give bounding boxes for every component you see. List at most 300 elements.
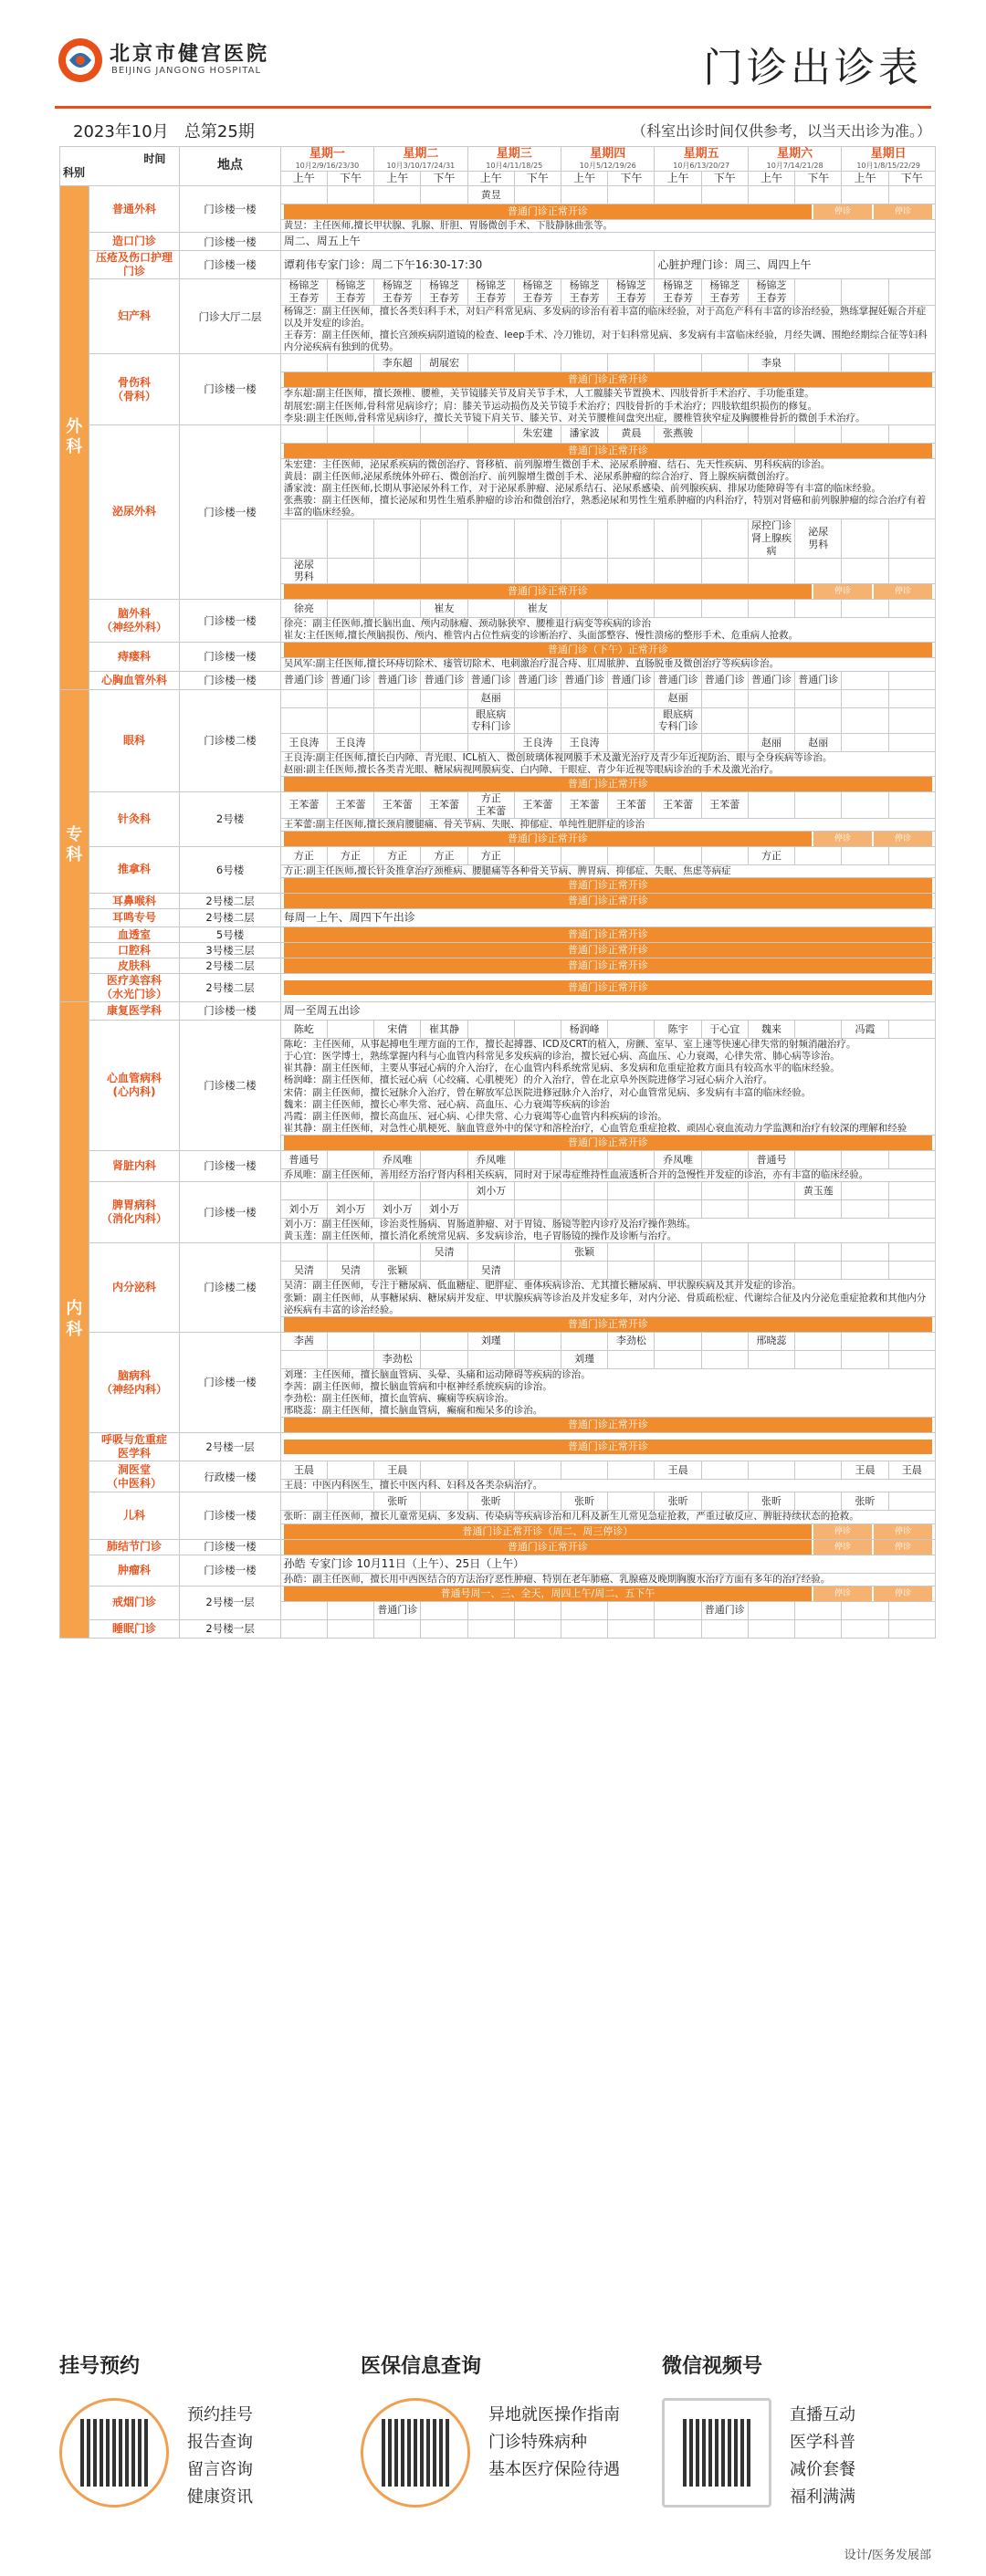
schedule-slot: 王苯蕾 — [561, 792, 608, 819]
am-header: 上午 — [842, 172, 888, 186]
schedule-slot — [467, 354, 514, 372]
schedule-slot — [374, 519, 421, 558]
text-row — [60, 1002, 936, 1021]
schedule-slot: 刘小万 — [374, 1200, 421, 1219]
status-bar-label: 普通门诊正常开诊 — [284, 832, 812, 846]
schedule-slot: 张昕 — [842, 1492, 888, 1511]
status-bar-cell — [280, 958, 935, 974]
schedule-slot — [374, 424, 421, 443]
location-derm: 2号楼二层 — [180, 958, 280, 974]
schedule-text: 周一至周五出诊 — [280, 1002, 935, 1021]
am-header: 上午 — [655, 172, 701, 186]
schedule-text: 周二、周五上午 — [280, 233, 935, 251]
status-bar-row — [60, 958, 936, 974]
schedule-slot: 杨锦芝 王春芳 — [280, 279, 327, 306]
schedule-slot — [795, 689, 842, 707]
schedule-row — [60, 600, 936, 618]
doctor-description: 孙皓：副主任医师，擅长用中西医结合的方法治疗恶性肿瘤、特别在老年肺癌、乳腺癌及晚期胸腹水治疗方面有多年的治疗经验。 — [280, 1573, 935, 1586]
schedule-slot: 方正 — [421, 846, 467, 864]
schedule-slot: 张昕 — [748, 1492, 794, 1511]
status-bar-cell — [280, 777, 935, 792]
location-acu: 2号楼 — [180, 792, 280, 847]
schedule-slot — [795, 600, 842, 618]
schedule-slot — [561, 600, 608, 618]
schedule-slot — [842, 1182, 888, 1200]
schedule-slot — [280, 1619, 327, 1638]
doctor-description: 吴清：副主任医师，专注于糖尿病、低血糖症、肥胖症、垂体疾病诊治、尤其擅长糖尿病、甲状腺疾病及其并发症的诊治。 张颖：副主任医师，从事糖尿病、糖尿病并发症、甲状腺疾病等诊治及并发症多年，对内分泌、骨质疏松症、代谢综合征及内分泌危重症抢救和其他内分泌疾病有丰富的诊治经验。 — [280, 1280, 935, 1316]
status-bar-label: 普通号周一、三、全天，周四上午/周二、五下午 — [284, 1586, 812, 1601]
schedule-slot — [561, 1200, 608, 1219]
location-eye: 门诊楼二楼 — [180, 689, 280, 792]
schedule-slot — [514, 1262, 561, 1280]
schedule-slot — [795, 1151, 842, 1169]
status-bar-label: 普通门诊正常开诊 — [284, 980, 932, 995]
schedule-slot — [608, 1200, 655, 1219]
register-qr-code[interactable] — [59, 2398, 169, 2508]
schedule-slot — [888, 1200, 935, 1219]
status-bar — [284, 584, 932, 599]
schedule-slot — [842, 1200, 888, 1219]
schedule-slot — [748, 689, 794, 707]
doctor-description: 刘瑾：主任医师，擅长脑血管病、头晕、头痛和运动障碍等疾病的诊治。 李茜：副主任医师，擅长脑血管病和中枢神经系统疾病的诊治。 李劲松：副主任医师，擅长血管病、癫痫等疾病诊治。 邢晓蕊：副主任医师，擅长脑血管病，癫痫和痴呆多的诊治。 — [280, 1368, 935, 1418]
schedule-slot — [514, 1350, 561, 1368]
status-bar-cell — [280, 443, 935, 458]
schedule-slot — [467, 424, 514, 443]
schedule-slot: 刘小万 — [280, 1200, 327, 1219]
footer-item: 留言咨询 — [187, 2460, 253, 2479]
schedule-slot — [280, 1601, 327, 1619]
schedule-row — [60, 1461, 936, 1480]
schedule-slot — [842, 1619, 888, 1638]
dept-smoke: 戒烟门诊 — [89, 1586, 180, 1619]
schedule-slot — [280, 707, 327, 734]
status-bar-label: 普通门诊正常开诊（周二、周三停诊） — [284, 1524, 812, 1539]
footer — [59, 2351, 936, 2560]
schedule-slot: 陈屹 — [280, 1021, 327, 1039]
status-bar-label: 普通门诊正常开诊 — [284, 878, 932, 893]
schedule-slot: 方正 — [467, 846, 514, 864]
schedule-slot — [701, 1332, 748, 1350]
schedule-slot — [655, 734, 701, 752]
schedule-slot — [467, 1461, 514, 1480]
header-day-row — [60, 147, 936, 172]
status-bar — [284, 1540, 932, 1555]
schedule-slot — [888, 1262, 935, 1280]
doctor-description: 刘小万：副主任医师，诊治炎性肠病、胃肠道肿瘤、对于胃镜、肠镜等腔内诊疗及治疗操作熟练。 黄玉莲：副主任医师，擅长消化系统常见病、多发病诊治，电子胃肠镜的操作及诊断与治疗。 — [280, 1219, 935, 1243]
schedule-slot: 普通门诊 — [795, 671, 842, 689]
status-bar — [284, 1317, 932, 1332]
footer-item: 预约挂号 — [187, 2405, 253, 2424]
schedule-slot — [748, 600, 794, 618]
status-bar — [284, 1440, 932, 1454]
schedule-slot — [748, 707, 794, 734]
schedule-slot — [888, 1243, 935, 1262]
schedule-slot — [608, 707, 655, 734]
location-gyn: 门诊大厅二层 — [180, 279, 280, 354]
schedule-slot — [701, 600, 748, 618]
dept-blood: 血透室 — [89, 927, 180, 943]
schedule-slot: 黄昱 — [467, 186, 514, 204]
footer-item: 直播互动 — [790, 2405, 855, 2424]
stop-badge: 停诊 — [872, 204, 932, 219]
schedule-slot — [374, 186, 421, 204]
schedule-row — [60, 1619, 936, 1638]
schedule-slot — [514, 1332, 561, 1350]
schedule-slot — [842, 792, 888, 819]
schedule-slot: 王苯蕾 — [655, 792, 701, 819]
schedule-slot — [795, 1492, 842, 1511]
schedule-slot: 吴清 — [327, 1262, 373, 1280]
schedule-slot — [374, 1332, 421, 1350]
schedule-slot — [327, 1461, 373, 1480]
schedule-slot: 宋倩 — [374, 1021, 421, 1039]
status-bar-row — [60, 974, 936, 1002]
day-name: 星期六 — [777, 147, 813, 161]
schedule-slot: 杨锦芝 王春芳 — [514, 279, 561, 306]
schedule-slot — [795, 1619, 842, 1638]
schedule-slot — [655, 354, 701, 372]
schedule-slot — [421, 424, 467, 443]
status-bar-label: 普通门诊正常开诊 — [284, 1317, 932, 1332]
text-row — [60, 251, 936, 279]
status-bar-cell — [280, 1136, 935, 1151]
schedule-slot: 吴清 — [280, 1262, 327, 1280]
schedule-slot — [561, 1601, 608, 1619]
schedule-slot — [514, 846, 561, 864]
schedule-slot — [888, 1601, 935, 1619]
schedule-row — [60, 1182, 936, 1200]
doctor-description: 王苯蕾:副主任医师,擅长颈肩腰腿痛、骨关节病、失眠、抑郁症、单纯性肥胖症的诊治 — [280, 818, 935, 831]
schedule-slot: 普通号 — [280, 1151, 327, 1169]
schedule-slot — [888, 1182, 935, 1200]
schedule-slot: 普通门诊 — [374, 671, 421, 689]
schedule-slot — [888, 279, 935, 306]
dept-sleep: 睡眠门诊 — [89, 1619, 180, 1638]
schedule-slot: 潘家波 — [561, 424, 608, 443]
schedule-slot — [795, 1350, 842, 1368]
schedule-slot — [608, 1350, 655, 1368]
schedule-slot: 王良涛 — [561, 734, 608, 752]
schedule-slot — [467, 600, 514, 618]
doctor-description: 杨锦芝：副主任医师，擅长各类妇科手术，对妇产科常见病、多发病的诊治有着丰富的临床经验，对于高危产科有丰富的诊治经验，熟练掌握妊娠合并症以及并发症的诊治。 王春芳：副主任医师，擅长宫颈疾病阴道镜的检查、leep手术、冷刀锥切，对于妇科常见病、多发病有丰富临床经验，月经失调、围绝经期综合征等妇科内分泌疾病有独到的优势。 — [280, 305, 935, 354]
schedule-slot — [701, 558, 748, 584]
day-dates: 10月4/11/18/25 — [486, 162, 543, 171]
status-bar-label: 普通门诊正常开诊 — [284, 372, 932, 387]
schedule-slot — [888, 424, 935, 443]
time-label: 时间 — [143, 152, 166, 166]
location-endo: 门诊楼二楼 — [180, 1243, 280, 1332]
schedule-slot — [608, 558, 655, 584]
schedule-slot — [608, 519, 655, 558]
location-cardio: 门诊楼二楼 — [180, 1021, 280, 1151]
schedule-slot — [561, 1262, 608, 1280]
schedule-slot — [701, 424, 748, 443]
location-wound: 门诊楼一楼 — [180, 251, 280, 279]
schedule-slot — [701, 186, 748, 204]
schedule-slot: 乔凤唯 — [467, 1151, 514, 1169]
schedule-slot — [280, 689, 327, 707]
schedule-slot — [514, 707, 561, 734]
status-bar — [284, 643, 932, 657]
status-bar-cell — [280, 584, 935, 600]
schedule-slot — [842, 279, 888, 306]
status-bar-label: 普通门诊正常开诊 — [284, 1540, 812, 1555]
insurance-list — [488, 2402, 620, 2484]
status-bar-cell — [280, 1316, 935, 1332]
schedule-slot — [280, 1492, 327, 1511]
schedule-slot: 王良涛 — [280, 734, 327, 752]
dept-eye: 眼科 — [89, 689, 180, 792]
schedule-slot — [888, 671, 935, 689]
schedule-slot: 吴清 — [467, 1262, 514, 1280]
schedule-slot — [467, 1200, 514, 1219]
dept-neuro: 脑病科 （神经内科） — [89, 1332, 180, 1433]
schedule-slot: 杨锦芝 王春芳 — [701, 279, 748, 306]
status-bar-cell — [280, 894, 935, 909]
status-bar-cell — [280, 1539, 935, 1555]
day-name: 星期二 — [403, 147, 439, 161]
schedule-slot — [842, 707, 888, 734]
status-bar — [284, 1418, 932, 1432]
page-title: 门诊出诊表 — [703, 45, 922, 91]
schedule-slot — [421, 1151, 467, 1169]
schedule-slot — [327, 519, 373, 558]
time-dept-header — [60, 147, 180, 186]
schedule-slot — [748, 1243, 794, 1262]
schedule-slot: 杨锦芝 王春芳 — [561, 279, 608, 306]
schedule-slot: 冯霞 — [842, 1021, 888, 1039]
location-ent: 2号楼二层 — [180, 894, 280, 909]
schedule-slot — [842, 1243, 888, 1262]
schedule-slot — [561, 1332, 608, 1350]
status-bar-label: 普通门诊正常开诊 — [284, 1440, 932, 1454]
schedule-slot — [327, 707, 373, 734]
location-rehab: 门诊楼一楼 — [180, 1002, 280, 1021]
schedule-slot — [608, 1151, 655, 1169]
schedule-slot: 王良涛 — [514, 734, 561, 752]
schedule-slot — [842, 354, 888, 372]
schedule-slot: 崔友 — [421, 600, 467, 618]
schedule-slot — [701, 1350, 748, 1368]
schedule-slot — [701, 354, 748, 372]
schedule-slot: 王晨 — [888, 1461, 935, 1480]
stop-badge: 停诊 — [812, 584, 872, 599]
schedule-slot — [795, 424, 842, 443]
issue-number: 总第25期 — [184, 122, 255, 141]
schedule-slot — [888, 186, 935, 204]
schedule-slot: 普通号 — [748, 1151, 794, 1169]
dept-neuro_surg: 脑外科 （神经外科） — [89, 600, 180, 643]
status-bar-row — [60, 643, 936, 658]
location-oral: 3号楼三层 — [180, 943, 280, 958]
schedule-slot — [514, 1461, 561, 1480]
schedule-slot: 杨锦芝 王春芳 — [374, 279, 421, 306]
schedule-slot — [467, 1350, 514, 1368]
schedule-slot — [561, 558, 608, 584]
status-bar — [284, 1524, 932, 1539]
schedule-slot — [795, 279, 842, 306]
schedule-slot: 李劲松 — [608, 1332, 655, 1350]
status-bar-cell — [280, 1586, 935, 1601]
doctor-description: 王晨：中医内科医生，擅长中医内科、妇科及各类杂病治疗。 — [280, 1480, 935, 1492]
schedule-slot — [514, 1619, 561, 1638]
schedule-slot — [421, 1332, 467, 1350]
schedule-slot: 张颖 — [561, 1243, 608, 1262]
schedule-slot — [421, 689, 467, 707]
schedule-slot: 乔凤唯 — [655, 1151, 701, 1169]
dept-rehab: 康复医学科 — [89, 1002, 180, 1021]
schedule-row — [60, 1492, 936, 1511]
schedule-slot — [467, 1243, 514, 1262]
schedule-slot — [748, 792, 794, 819]
schedule-slot — [327, 1021, 373, 1039]
schedule-slot — [421, 1182, 467, 1200]
schedule-row — [60, 846, 936, 864]
schedule-slot — [608, 846, 655, 864]
schedule-slot: 方正 — [327, 846, 373, 864]
status-bar-label: 普通门诊正常开诊 — [284, 958, 932, 973]
footer-register-title: 挂号预约 — [59, 2355, 141, 2378]
schedule-slot — [795, 1200, 842, 1219]
dept-label: 科别 — [63, 166, 86, 180]
location-tcm: 行政楼一楼 — [180, 1461, 280, 1492]
schedule-info — [73, 111, 949, 144]
schedule-slot — [701, 1262, 748, 1280]
schedule-slot: 王苯蕾 — [608, 792, 655, 819]
doctor-description: 李东超:副主任医师，擅长颈椎、腰椎，关节镜膝关节及肩关节手术，人工髋膝关节置换术、四肢骨折手术治疗、手功能重建。 胡展宏:副主任医师,骨科常见病诊疗；肩：膝关节运动损伤及关节镜手术治疗；四肢骨折的手术治疗；四肢软组织损伤的修复。 李泉:副主任医师,骨科常见病诊疗，擅长关节镜下肩关节、膝关节、对关节腰椎间盘突出症，腰椎管狭窄症及胸腰椎骨折的微创手术治疗。 — [280, 388, 935, 424]
schedule-slot — [374, 600, 421, 618]
schedule-slot — [795, 1461, 842, 1480]
schedule-slot — [608, 354, 655, 372]
am-header: 上午 — [467, 172, 514, 186]
location-ostomy: 门诊楼一楼 — [180, 233, 280, 251]
schedule-slot — [655, 846, 701, 864]
schedule-slot — [888, 1350, 935, 1368]
schedule-slot: 普通门诊 — [655, 671, 701, 689]
schedule-slot — [421, 519, 467, 558]
schedule-slot — [748, 1262, 794, 1280]
dept-acu: 针灸科 — [89, 792, 180, 847]
schedule-slot — [421, 558, 467, 584]
schedule-slot — [795, 1262, 842, 1280]
hospital-name-en: BEIJING JANGONG HOSPITAL — [111, 66, 262, 76]
schedule-slot — [514, 1601, 561, 1619]
dept-ostomy: 造口门诊 — [89, 233, 180, 251]
schedule-slot — [701, 1492, 748, 1511]
dept-peds: 儿科 — [89, 1492, 180, 1539]
schedule-slot: 吴清 — [421, 1243, 467, 1262]
schedule-slot: 杨锦芝 王春芳 — [608, 279, 655, 306]
status-bar — [284, 1136, 932, 1150]
pm-header: 下午 — [514, 172, 561, 186]
status-bar-row — [60, 894, 936, 909]
schedule-slot — [327, 558, 373, 584]
location-resp: 2号楼一层 — [180, 1433, 280, 1461]
stop-badge: 停诊 — [812, 204, 872, 219]
dept-cardiac_surg: 心胸血管外科 — [89, 671, 180, 689]
divider — [55, 106, 931, 109]
schedule-slot — [655, 1182, 701, 1200]
schedule-slot — [842, 671, 888, 689]
day-dates: 10月5/12/19/26 — [579, 162, 636, 171]
status-bar — [284, 832, 932, 846]
footer-item: 异地就医操作指南 — [488, 2405, 620, 2424]
schedule-slot: 张昕 — [561, 1492, 608, 1511]
schedule-slot: 李劲松 — [374, 1350, 421, 1368]
schedule-slot: 赵丽 — [795, 734, 842, 752]
schedule-slot — [655, 1243, 701, 1262]
pm-header: 下午 — [888, 172, 935, 186]
schedule-slot — [561, 1151, 608, 1169]
day-header-0 — [280, 147, 373, 172]
schedule-slot: 眼底病 专科门诊 — [655, 707, 701, 734]
schedule-slot — [608, 186, 655, 204]
schedule-text: 每周一上午、周四下午出诊 — [280, 909, 935, 927]
schedule-slot — [842, 1332, 888, 1350]
schedule-slot — [421, 734, 467, 752]
schedule-slot: 普通门诊 — [748, 671, 794, 689]
schedule-slot — [655, 1350, 701, 1368]
schedule-row — [60, 689, 936, 707]
schedule-slot: 邢晓蕊 — [748, 1332, 794, 1350]
schedule-slot — [514, 1243, 561, 1262]
schedule-slot — [514, 689, 561, 707]
schedule-slot — [514, 1182, 561, 1200]
status-bar-label: 普通门诊正常开诊 — [284, 943, 932, 958]
dept-general_surgery: 普通外科 — [89, 186, 180, 233]
schedule-slot — [561, 354, 608, 372]
schedule-slot: 普通门诊 — [608, 671, 655, 689]
wechat-qr-code[interactable] — [662, 2398, 771, 2508]
schedule-slot — [327, 354, 373, 372]
schedule-slot: 朱宏建 — [514, 424, 561, 443]
schedule-slot — [608, 600, 655, 618]
status-bar-row — [60, 1433, 936, 1461]
schedule-slot: 崔其静 — [421, 1021, 467, 1039]
schedule-slot — [421, 707, 467, 734]
schedule-text: 孙皓 专家门诊 10月11日（上午）、25日（上午） — [280, 1555, 935, 1573]
location-ortho: 门诊楼一楼 — [180, 354, 280, 424]
stop-badge: 停诊 — [872, 832, 932, 846]
schedule-slot — [280, 424, 327, 443]
doctor-description: 张昕：副主任医师，擅长儿童常见病、多发病、传染病等疾病诊治和儿科及新生儿常见急症抢救，严重过敏反应、脾脏持续状态的抢救。 — [280, 1511, 935, 1524]
status-bar-cell — [280, 831, 935, 846]
schedule-slot: 王苯蕾 — [280, 792, 327, 819]
schedule-slot — [888, 519, 935, 558]
day-header-1 — [374, 147, 467, 172]
schedule-slot — [327, 1601, 373, 1619]
schedule-slot: 赵丽 — [467, 689, 514, 707]
schedule-slot: 王苯蕾 — [327, 792, 373, 819]
schedule-row — [60, 279, 936, 306]
insurance-qr-code[interactable] — [361, 2398, 470, 2508]
schedule-slot — [561, 1461, 608, 1480]
footer-item: 健康资讯 — [187, 2487, 253, 2507]
schedule-slot — [748, 186, 794, 204]
dept-massage: 推拿科 — [89, 846, 180, 893]
status-bar — [284, 1586, 932, 1601]
schedule-slot: 杨锦芝 王春芳 — [655, 279, 701, 306]
schedule-slot — [421, 1350, 467, 1368]
schedule-slot — [467, 519, 514, 558]
schedule-slot — [842, 846, 888, 864]
schedule-text: 谭莉伟专家门诊：周二下午16:30-17:30 — [280, 251, 655, 279]
schedule-slot — [655, 1262, 701, 1280]
wechat-list — [790, 2402, 855, 2511]
dept-onco: 肿瘤科 — [89, 1555, 180, 1586]
schedule-slot — [467, 1619, 514, 1638]
stop-badge: 停诊 — [872, 1540, 932, 1555]
